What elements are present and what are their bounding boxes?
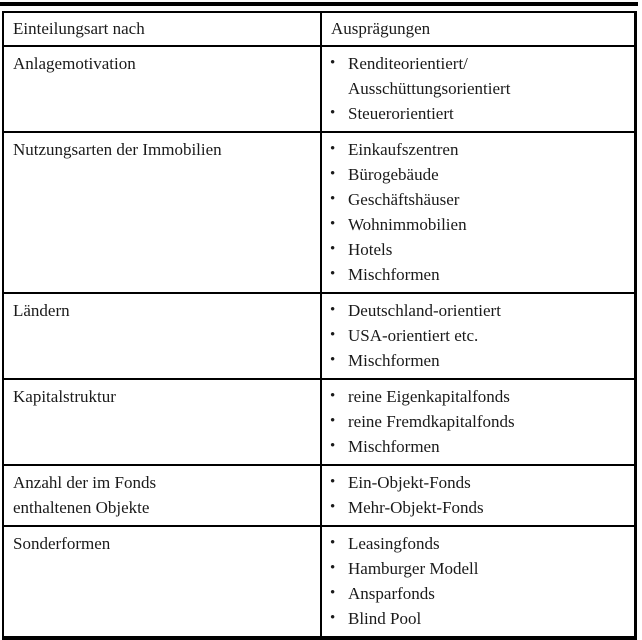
bullet-item [330, 51, 628, 101]
bullet-icon: • [330, 610, 336, 626]
bullet-item-label: Hotels [348, 240, 393, 259]
bullet-item-label: USA-orientiert etc. [348, 326, 479, 345]
bullet-icon: • [330, 560, 336, 576]
bullet-icon: • [330, 499, 336, 515]
bullet-icon: • [330, 105, 336, 121]
category-cell: Nutzungsarten der Immobilien [3, 132, 321, 293]
values-cell [321, 526, 636, 638]
document-page [0, 2, 642, 628]
bullet-icon: • [330, 413, 336, 429]
category-cell: Kapitalstruktur [3, 379, 321, 465]
bullet-item-label: Mehr-Objekt-Fonds [348, 498, 484, 517]
bullet-item-label: Leasingfonds [348, 534, 440, 553]
bullet-item [330, 298, 628, 323]
bullet-item [330, 162, 628, 187]
bullet-icon: • [330, 327, 336, 343]
bullet-item-label: Mischformen [348, 265, 440, 284]
bullet-item-label: Einkaufszentren [348, 140, 459, 159]
bullet-item [330, 470, 628, 495]
header-row [3, 12, 636, 46]
bullet-icon: • [330, 266, 336, 282]
bullet-item-label: Deutschland-orientiert [348, 301, 501, 320]
bullet-item [330, 606, 628, 631]
bullet-item-label: Steuerorientiert [348, 104, 454, 123]
header-category: Einteilungsart nach [3, 12, 321, 46]
top-rule [0, 2, 638, 6]
bullet-item-label: Ein-Objekt-Fonds [348, 473, 471, 492]
bullet-item [330, 348, 628, 373]
table-row [3, 526, 636, 638]
classification-table [2, 11, 637, 640]
bullet-item [330, 495, 628, 520]
bullet-item-label: Geschäftshäuser [348, 190, 460, 209]
bullet-item [330, 409, 628, 434]
table-row [3, 465, 636, 526]
bullet-icon: • [330, 438, 336, 454]
category-cell: Anlagemotivation [3, 46, 321, 132]
bullet-item [330, 137, 628, 162]
bullet-item [330, 323, 628, 348]
header-values: Ausprägungen [321, 12, 636, 46]
bullet-item-label: Wohnimmobilien [348, 215, 467, 234]
bullet-icon: • [330, 216, 336, 232]
bullet-icon: • [330, 352, 336, 368]
bullet-item-label: Mischformen [348, 351, 440, 370]
bullet-item-label: reine Eigenkapitalfonds [348, 387, 510, 406]
bullet-item [330, 384, 628, 409]
category-cell: Anzahl der im Fonds enthaltenen Objekte [3, 465, 321, 526]
bullet-icon: • [330, 474, 336, 490]
table-row [3, 46, 636, 132]
bullet-item [330, 581, 628, 606]
bullet-icon: • [330, 191, 336, 207]
bullet-item [330, 212, 628, 237]
values-cell [321, 379, 636, 465]
category-cell: Sonderformen [3, 526, 321, 638]
bullet-icon: • [330, 166, 336, 182]
table-header [3, 12, 636, 46]
bullet-icon: • [330, 55, 336, 71]
bullet-item [330, 101, 628, 126]
values-cell [321, 293, 636, 379]
bullet-icon: • [330, 388, 336, 404]
table-row [3, 132, 636, 293]
values-cell [321, 132, 636, 293]
values-cell [321, 465, 636, 526]
bullet-item-label: Bürogebäude [348, 165, 439, 184]
bullet-item [330, 434, 628, 459]
table-row [3, 293, 636, 379]
bullet-icon: • [330, 302, 336, 318]
bullet-item-label: Blind Pool [348, 609, 422, 628]
category-cell: Ländern [3, 293, 321, 379]
bullet-icon: • [330, 585, 336, 601]
bullet-item-label: reine Fremdkapitalfonds [348, 412, 515, 431]
bullet-icon: • [330, 535, 336, 551]
bullet-item [330, 187, 628, 212]
bullet-item [330, 262, 628, 287]
table-row [3, 379, 636, 465]
bullet-item-label: Ansparfonds [348, 584, 435, 603]
bullet-item [330, 556, 628, 581]
bullet-item [330, 237, 628, 262]
bullet-item-label: Renditeorientiert/ Ausschüttungsorientiert [348, 54, 511, 98]
values-cell [321, 46, 636, 132]
bullet-item-label: Hamburger Modell [348, 559, 479, 578]
table-body [3, 46, 636, 638]
bullet-item [330, 531, 628, 556]
bullet-icon: • [330, 241, 336, 257]
bullet-item-label: Mischformen [348, 437, 440, 456]
bullet-icon: • [330, 141, 336, 157]
